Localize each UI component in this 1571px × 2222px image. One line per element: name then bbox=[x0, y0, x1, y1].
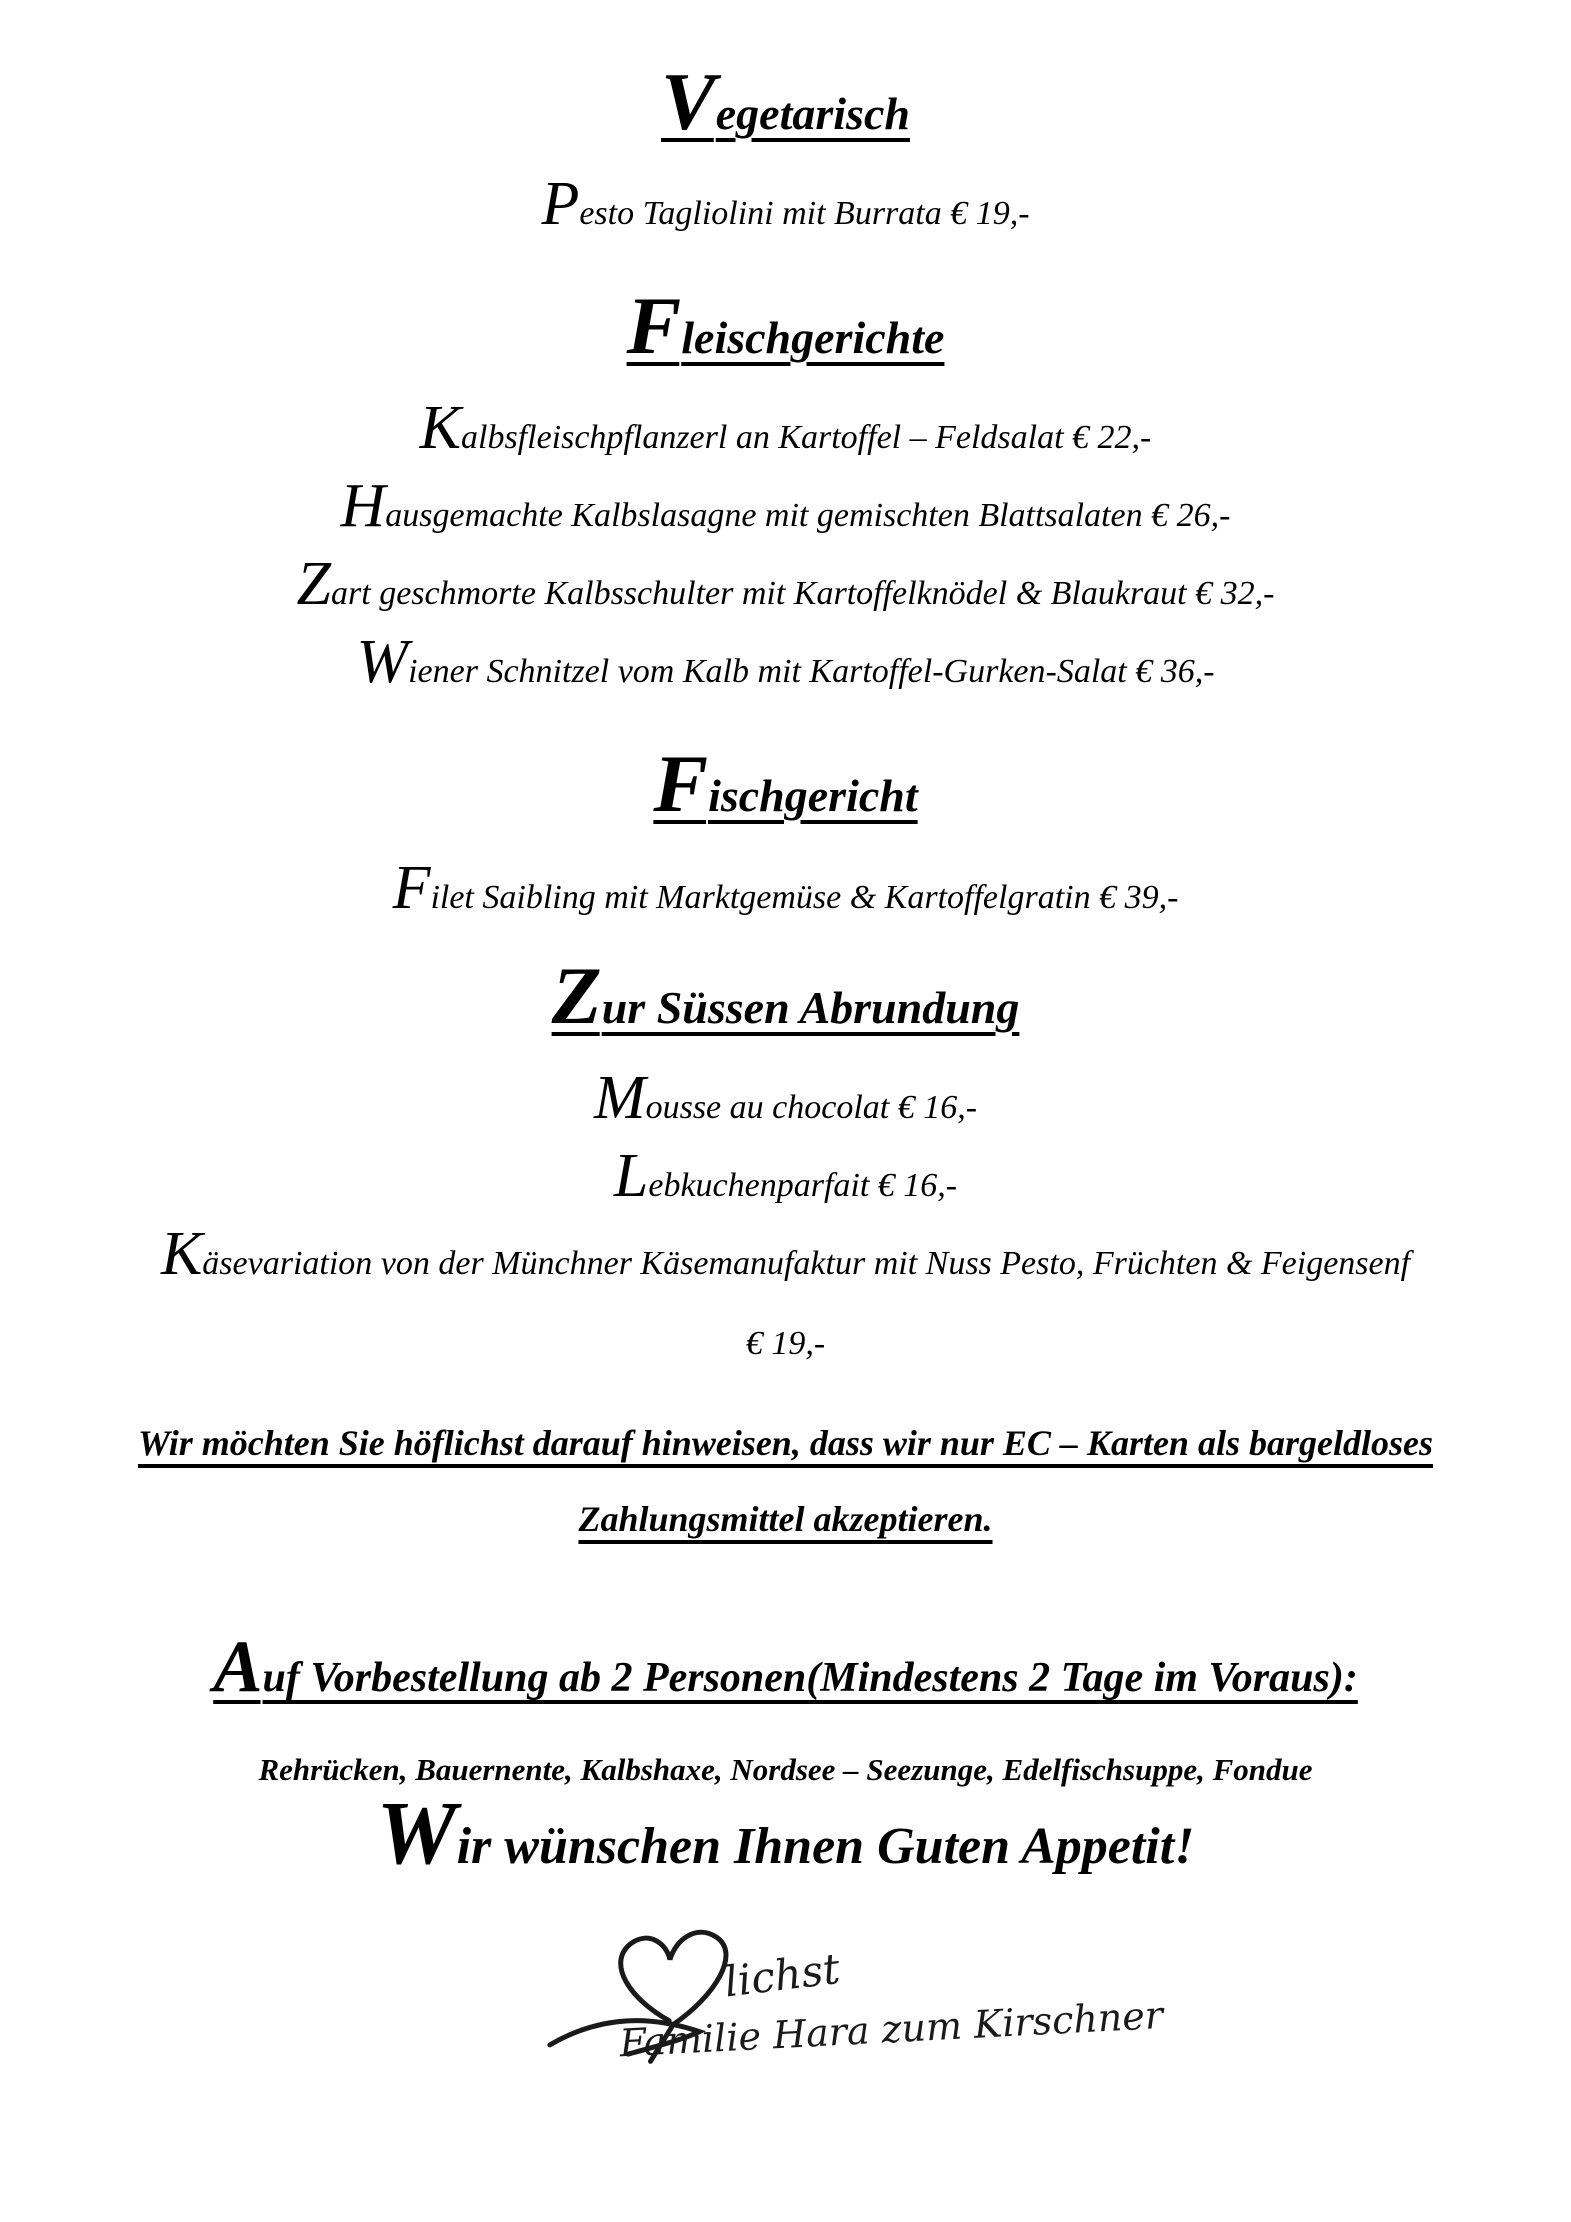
menu-item-wiener-schnitzel bbox=[0, 628, 1571, 696]
signature bbox=[527, 1895, 1192, 2078]
section-title-text: ur Süssen Abrundung bbox=[601, 982, 1020, 1033]
drop-cap: F bbox=[653, 738, 707, 829]
section-title-vegetarisch bbox=[0, 56, 1571, 147]
menu-item-kalbslasagne bbox=[0, 472, 1571, 540]
drop-cap: F bbox=[626, 280, 680, 371]
drop-cap: Z bbox=[551, 950, 600, 1041]
closing-greeting bbox=[0, 1784, 1571, 1883]
menu-item-text: esto Tagliolini mit Burrata € 19,- bbox=[579, 195, 1030, 232]
payment-notice-line2: Zahlungsmittel akzeptieren. bbox=[578, 1499, 993, 1539]
preorder-title bbox=[0, 1626, 1571, 1708]
menu-item-pesto-tagliolini bbox=[0, 170, 1571, 238]
section-title-text: egetarisch bbox=[715, 88, 910, 139]
section-title-desserts bbox=[0, 950, 1571, 1041]
drop-cap: Z bbox=[296, 550, 331, 618]
menu-item-kalbsfleischpflanzerl bbox=[0, 394, 1571, 462]
drop-cap: F bbox=[392, 854, 430, 922]
menu-item-text: ebkuchenparfait € 16,- bbox=[648, 1167, 958, 1204]
drop-cap: H bbox=[340, 472, 385, 540]
section-title-fischgericht bbox=[0, 738, 1571, 829]
section-title-fleischgerichte bbox=[0, 280, 1571, 371]
drop-cap: A bbox=[213, 1626, 261, 1708]
menu-item-text: äsevariation von der Münchner Käsemanufaktur mit Nuss Pesto, Früchten & Feigensenf bbox=[202, 1245, 1411, 1282]
section-title-text: ischgericht bbox=[708, 770, 918, 821]
drop-cap: V bbox=[661, 56, 714, 147]
drop-cap: K bbox=[419, 394, 460, 462]
signature-name: Familie Hara zum Kirschner bbox=[618, 1992, 1164, 2066]
drop-cap: P bbox=[541, 170, 579, 238]
menu-item-kaesevariation-price: € 19,- bbox=[745, 1325, 826, 1362]
menu-item-kalbsschulter bbox=[0, 550, 1571, 618]
closing-greeting-text: ir wünschen Ihnen Guten Appetit! bbox=[456, 1818, 1195, 1875]
menu-item-text: ousse au chocolat € 16,- bbox=[645, 1089, 978, 1126]
menu-item-mousse-au-chocolat bbox=[0, 1064, 1571, 1132]
menu-item-lebkuchenparfait bbox=[0, 1142, 1571, 1210]
drop-cap: L bbox=[613, 1142, 648, 1210]
payment-notice-line1: Wir möchten Sie höflichst darauf hinweisen, dass wir nur EC – Karten als bargeldloses bbox=[138, 1423, 1433, 1463]
menu-item-text: iener Schnitzel vom Kalb mit Kartoffel-Gurken-Salat € 36,- bbox=[408, 653, 1215, 690]
preorder-title-text: uf Vorbestellung ab 2 Personen(Mindestens 2 Tage im Voraus): bbox=[262, 1655, 1358, 1701]
signature-salutation: lichst bbox=[721, 1943, 843, 2007]
preorder-items-line: Rehrücken, Bauernente, Kalbshaxe, Nordsee – Seezunge, Edelfischsuppe, Fondue bbox=[258, 1752, 1313, 1787]
section-title-text: leischgerichte bbox=[681, 312, 945, 363]
menu-item-text: albsfleischpflanzerl an Kartoffel – Feldsalat € 22,- bbox=[461, 419, 1152, 456]
menu-item-text: ausgemachte Kalbslasagne mit gemischten Blattsalaten € 26,- bbox=[385, 497, 1231, 534]
drop-cap: W bbox=[356, 628, 408, 696]
menu-item-kaesevariation bbox=[0, 1220, 1571, 1288]
menu-item-text: art geschmorte Kalbsschulter mit Kartoffelknödel & Blaukraut € 32,- bbox=[331, 575, 1275, 612]
drop-cap: W bbox=[376, 1784, 455, 1883]
drop-cap: M bbox=[593, 1064, 645, 1132]
menu-item-filet-saibling bbox=[0, 854, 1571, 922]
drop-cap: K bbox=[160, 1220, 202, 1288]
menu-item-text: ilet Saibling mit Marktgemüse & Kartoffelgratin € 39,- bbox=[430, 879, 1179, 916]
